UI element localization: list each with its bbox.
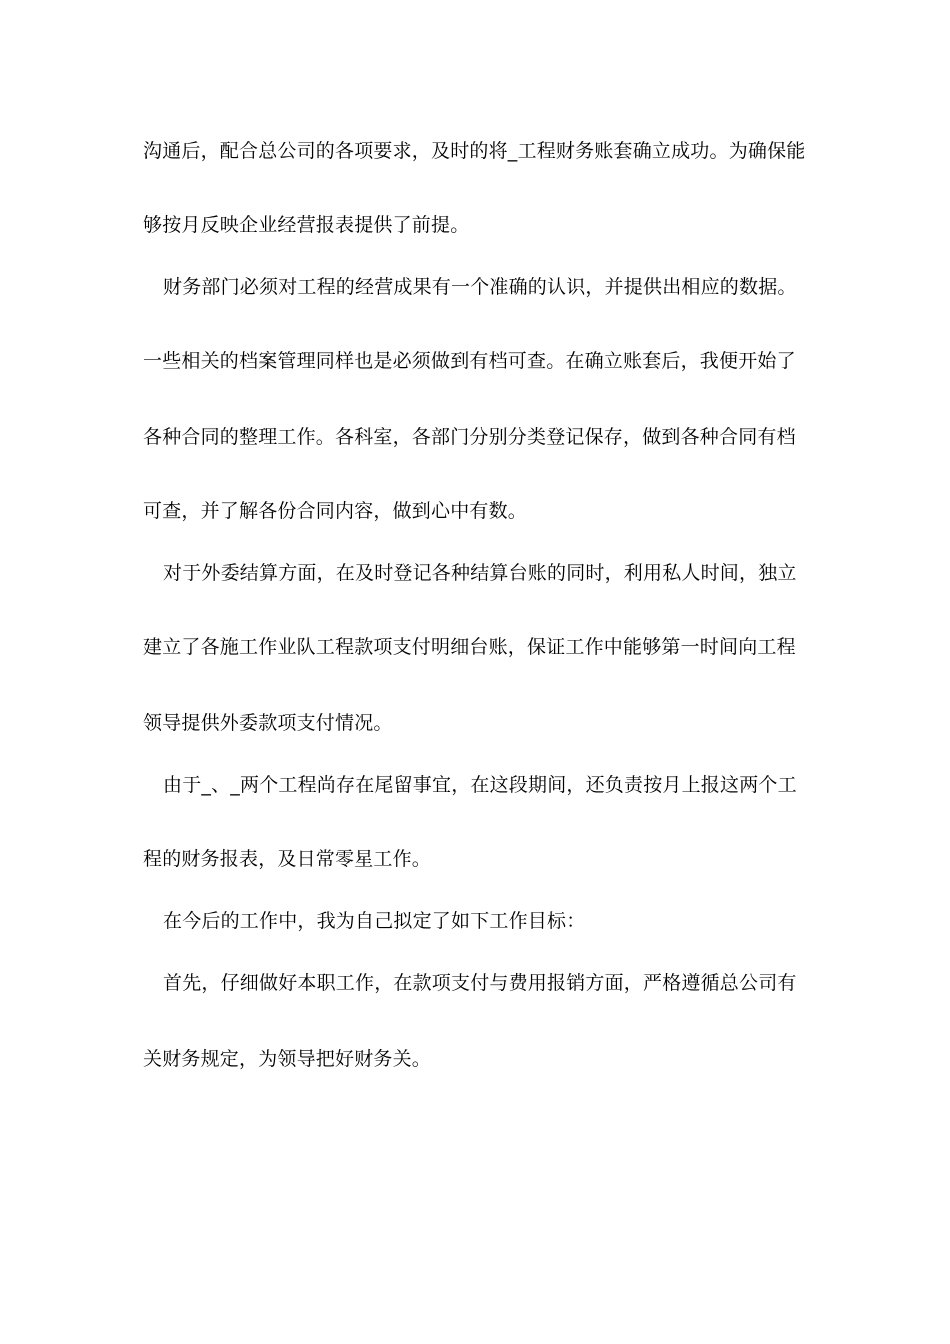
paragraph-line-14: 关财务规定，为领导把好财务关。 [143, 1048, 432, 1070]
paragraph-line-10: 由于_、_两个工程尚存在尾留事宜，在这段期间，还负责按月上报这两个工 [163, 774, 797, 796]
paragraph-line-5: 各种合同的整理工作。各科室，各部门分别分类登记保存，做到各种合同有档 [143, 426, 796, 448]
paragraph-line-1: 沟通后，配合总公司的各项要求，及时的将_工程财务账套确立成功。为确保能 [143, 140, 806, 162]
paragraph-line-13: 首先，仔细做好本职工作，在款项支付与费用报销方面，严格遵循总公司有 [163, 972, 797, 994]
paragraph-line-9: 领导提供外委款项支付情况。 [143, 712, 393, 734]
paragraph-line-12: 在今后的工作中，我为自己拟定了如下工作目标： [163, 910, 586, 932]
paragraph-line-6: 可查，并了解各份合同内容，做到心中有数。 [143, 500, 528, 522]
paragraph-line-11: 程的财务报表，及日常零星工作。 [143, 848, 432, 870]
paragraph-line-3: 财务部门必须对工程的经营成果有一个准确的认识，并提供出相应的数据。 [163, 276, 797, 298]
paragraph-line-2: 够按月反映企业经营报表提供了前提。 [143, 214, 470, 236]
paragraph-line-8: 建立了各施工作业队工程款项支付明细台账，保证工作中能够第一时间向工程 [143, 636, 796, 658]
paragraph-line-7: 对于外委结算方面，在及时登记各种结算台账的同时，利用私人时间，独立 [163, 562, 797, 584]
paragraph-line-4: 一些相关的档案管理同样也是必须做到有档可查。在确立账套后，我便开始了 [143, 350, 796, 372]
